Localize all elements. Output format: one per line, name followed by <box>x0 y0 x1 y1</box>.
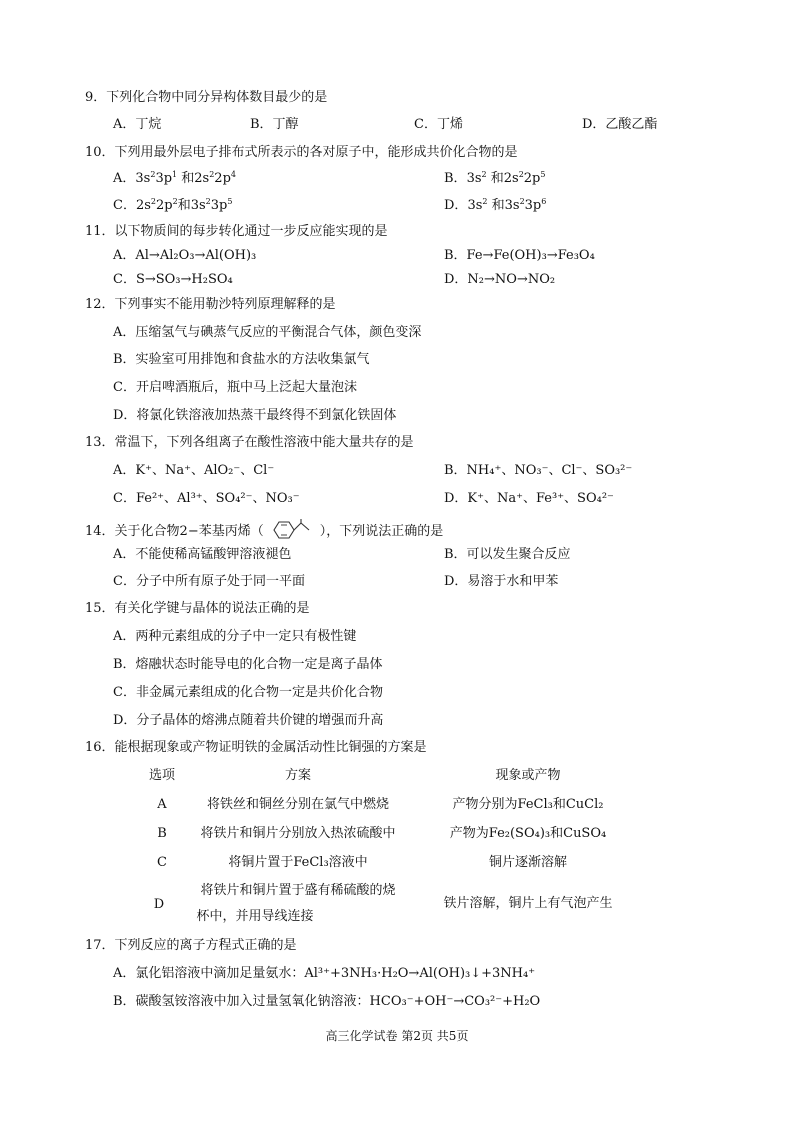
q16-row-a-option: A <box>157 797 167 812</box>
q14-option-d: D．易溶于水和甲苯 <box>444 574 559 589</box>
q10-b-rest: 和2s <box>486 171 519 186</box>
q16-row-b-result: 产物为Fe₂(SO₄)₃和CuSO₄ <box>449 826 607 841</box>
q14-option-b: B．可以发生聚合反应 <box>444 547 571 562</box>
q16-row-d-plan-line2: 杯中，并用导线连接 <box>196 909 314 924</box>
q10-stem: 10．下列用最外层电子排布式所表示的各对原子中，能形成共价化合物的是 <box>85 145 518 160</box>
q10-option-a: A．$3s^23p^1$ 和$2s^22p^4$ <box>113 170 236 186</box>
q13-option-c: C．Fe²⁺、Al³⁺、SO₄²⁻、NO₃⁻ <box>113 491 300 506</box>
q12-option-d: D．将氯化铁溶液加热蒸干最终得不到氯化铁固体 <box>113 408 397 423</box>
alpha-methylstyrene-structure-icon <box>270 519 314 541</box>
q12-option-a: A．压缩氢气与碘蒸气反应的平衡混合气体，颜色变深 <box>113 325 422 340</box>
q10-d-label: D． <box>444 198 468 213</box>
q17-option-b: B．碳酸氢铵溶液中加入过量氢氧化钠溶液：HCO₃⁻+OH⁻→CO₃²⁻+H₂O <box>113 994 541 1009</box>
q15-option-a: A．两种元素组成的分子中一定只有极性键 <box>113 629 357 644</box>
q14-stem-pre: 14．关于化合物2−苯基丙烯（ <box>85 524 264 539</box>
q16-header-result: 现象或产物 <box>495 768 561 783</box>
q16-stem: 16．能根据现象或产物证明铁的金属活动性比铜强的方案是 <box>85 740 427 755</box>
q9-option-b: B．丁醇 <box>250 117 299 132</box>
page-footer: 高三化学试卷 第2页 共5页 <box>325 1029 469 1043</box>
q10-d-rest: 和3s <box>487 198 520 213</box>
q10-option-c: C．$2s^22p^2$和$3s^23p^5$ <box>113 197 233 213</box>
q11-option-d: D．N₂→NO→NO₂ <box>444 272 556 287</box>
q16-header-plan: 方案 <box>284 768 312 783</box>
q17-option-a: A．氯化铝溶液中滴加足量氨水：Al³⁺+3NH₃·H₂O→Al(OH)₃↓+3NH₄⁺ <box>113 966 536 981</box>
q16-row-c-option: C <box>157 855 167 870</box>
q14-option-a: A．不能使稀高锰酸钾溶液褪色 <box>113 547 292 562</box>
q15-stem: 15．有关化学键与晶体的说法正确的是 <box>85 601 310 616</box>
q10-a-rest: 和2s <box>177 171 210 186</box>
q16-row-d-option: D <box>153 897 165 912</box>
q16-row-b-plan: 将铁片和铜片分别放入热浓硫酸中 <box>200 826 396 841</box>
q14-option-c: C．分子中所有原子处于同一平面 <box>113 574 305 589</box>
q10-option-d: D．$3s^2$ 和$3s^23p^6$ <box>444 197 547 213</box>
q11-stem: 11．以下物质间的每步转化通过一步反应能实现的是 <box>85 224 388 239</box>
q16-row-c-plan: 将铜片置于FeCl₃溶液中 <box>228 855 368 870</box>
q9-stem: 9．下列化合物中同分异构体数目最少的是 <box>85 90 328 105</box>
q10-c-rest: 和3s <box>177 198 206 213</box>
q12-option-c: C．开启啤酒瓶后，瓶中马上泛起大量泡沫 <box>113 380 357 395</box>
q10-a-label: A． <box>113 171 136 186</box>
q16-row-d-plan-line1: 将铁片和铜片置于盛有稀硫酸的烧 <box>200 883 396 898</box>
q11-option-a: A．Al→Al₂O₃→Al(OH)₃ <box>113 248 257 263</box>
q14-stem-post: ），下列说法正确的是 <box>319 524 444 539</box>
q16-row-a-result: 产物分别为FeCl₃和CuCl₂ <box>452 797 604 812</box>
q9-option-c: C．丁烯 <box>414 117 463 132</box>
q16-header-option: 选项 <box>148 768 176 783</box>
q14-stem <box>85 519 443 541</box>
q11-option-c: C．S→SO₃→H₂SO₄ <box>113 272 233 287</box>
q15-option-b: B．熔融状态时能导电的化合物一定是离子晶体 <box>113 657 383 672</box>
q16-row-a-plan: 将铁丝和铜丝分别在氯气中燃烧 <box>206 797 390 812</box>
q16-row-c-result: 铜片逐渐溶解 <box>488 855 568 870</box>
q15-option-c: C．非金属元素组成的化合物一定是共价化合物 <box>113 685 383 700</box>
q17-stem: 17．下列反应的离子方程式正确的是 <box>85 938 297 953</box>
q15-option-d: D．分子晶体的熔沸点随着共价键的增强而升高 <box>113 713 384 728</box>
q10-b-label: B． <box>444 171 467 186</box>
q13-option-a: A．K⁺、Na⁺、AlO₂⁻、Cl⁻ <box>113 463 275 478</box>
q12-option-b: B．实验室可用排饱和食盐水的方法收集氯气 <box>113 352 370 367</box>
q9-option-a: A．丁烷 <box>113 117 162 132</box>
q16-row-b-option: B <box>157 826 167 841</box>
q16-row-d-result: 铁片溶解，铜片上有气泡产生 <box>443 896 613 911</box>
q13-option-b: B．NH₄⁺、NO₃⁻、Cl⁻、SO₃²⁻ <box>444 463 633 478</box>
q11-option-b: B．Fe→Fe(OH)₃→Fe₃O₄ <box>444 248 595 263</box>
q12-stem: 12．下列事实不能用勒沙特列原理解释的是 <box>85 297 336 312</box>
q13-option-d: D．K⁺、Na⁺、Fe³⁺、SO₄²⁻ <box>444 491 614 506</box>
q10-c-label: C． <box>113 198 136 213</box>
q10-option-b: B．$3s^2$ 和$2s^22p^5$ <box>444 170 546 186</box>
q9-option-d: D．乙酸乙酯 <box>582 117 658 132</box>
q13-stem: 13．常温下，下列各组离子在酸性溶液中能大量共存的是 <box>85 435 414 450</box>
